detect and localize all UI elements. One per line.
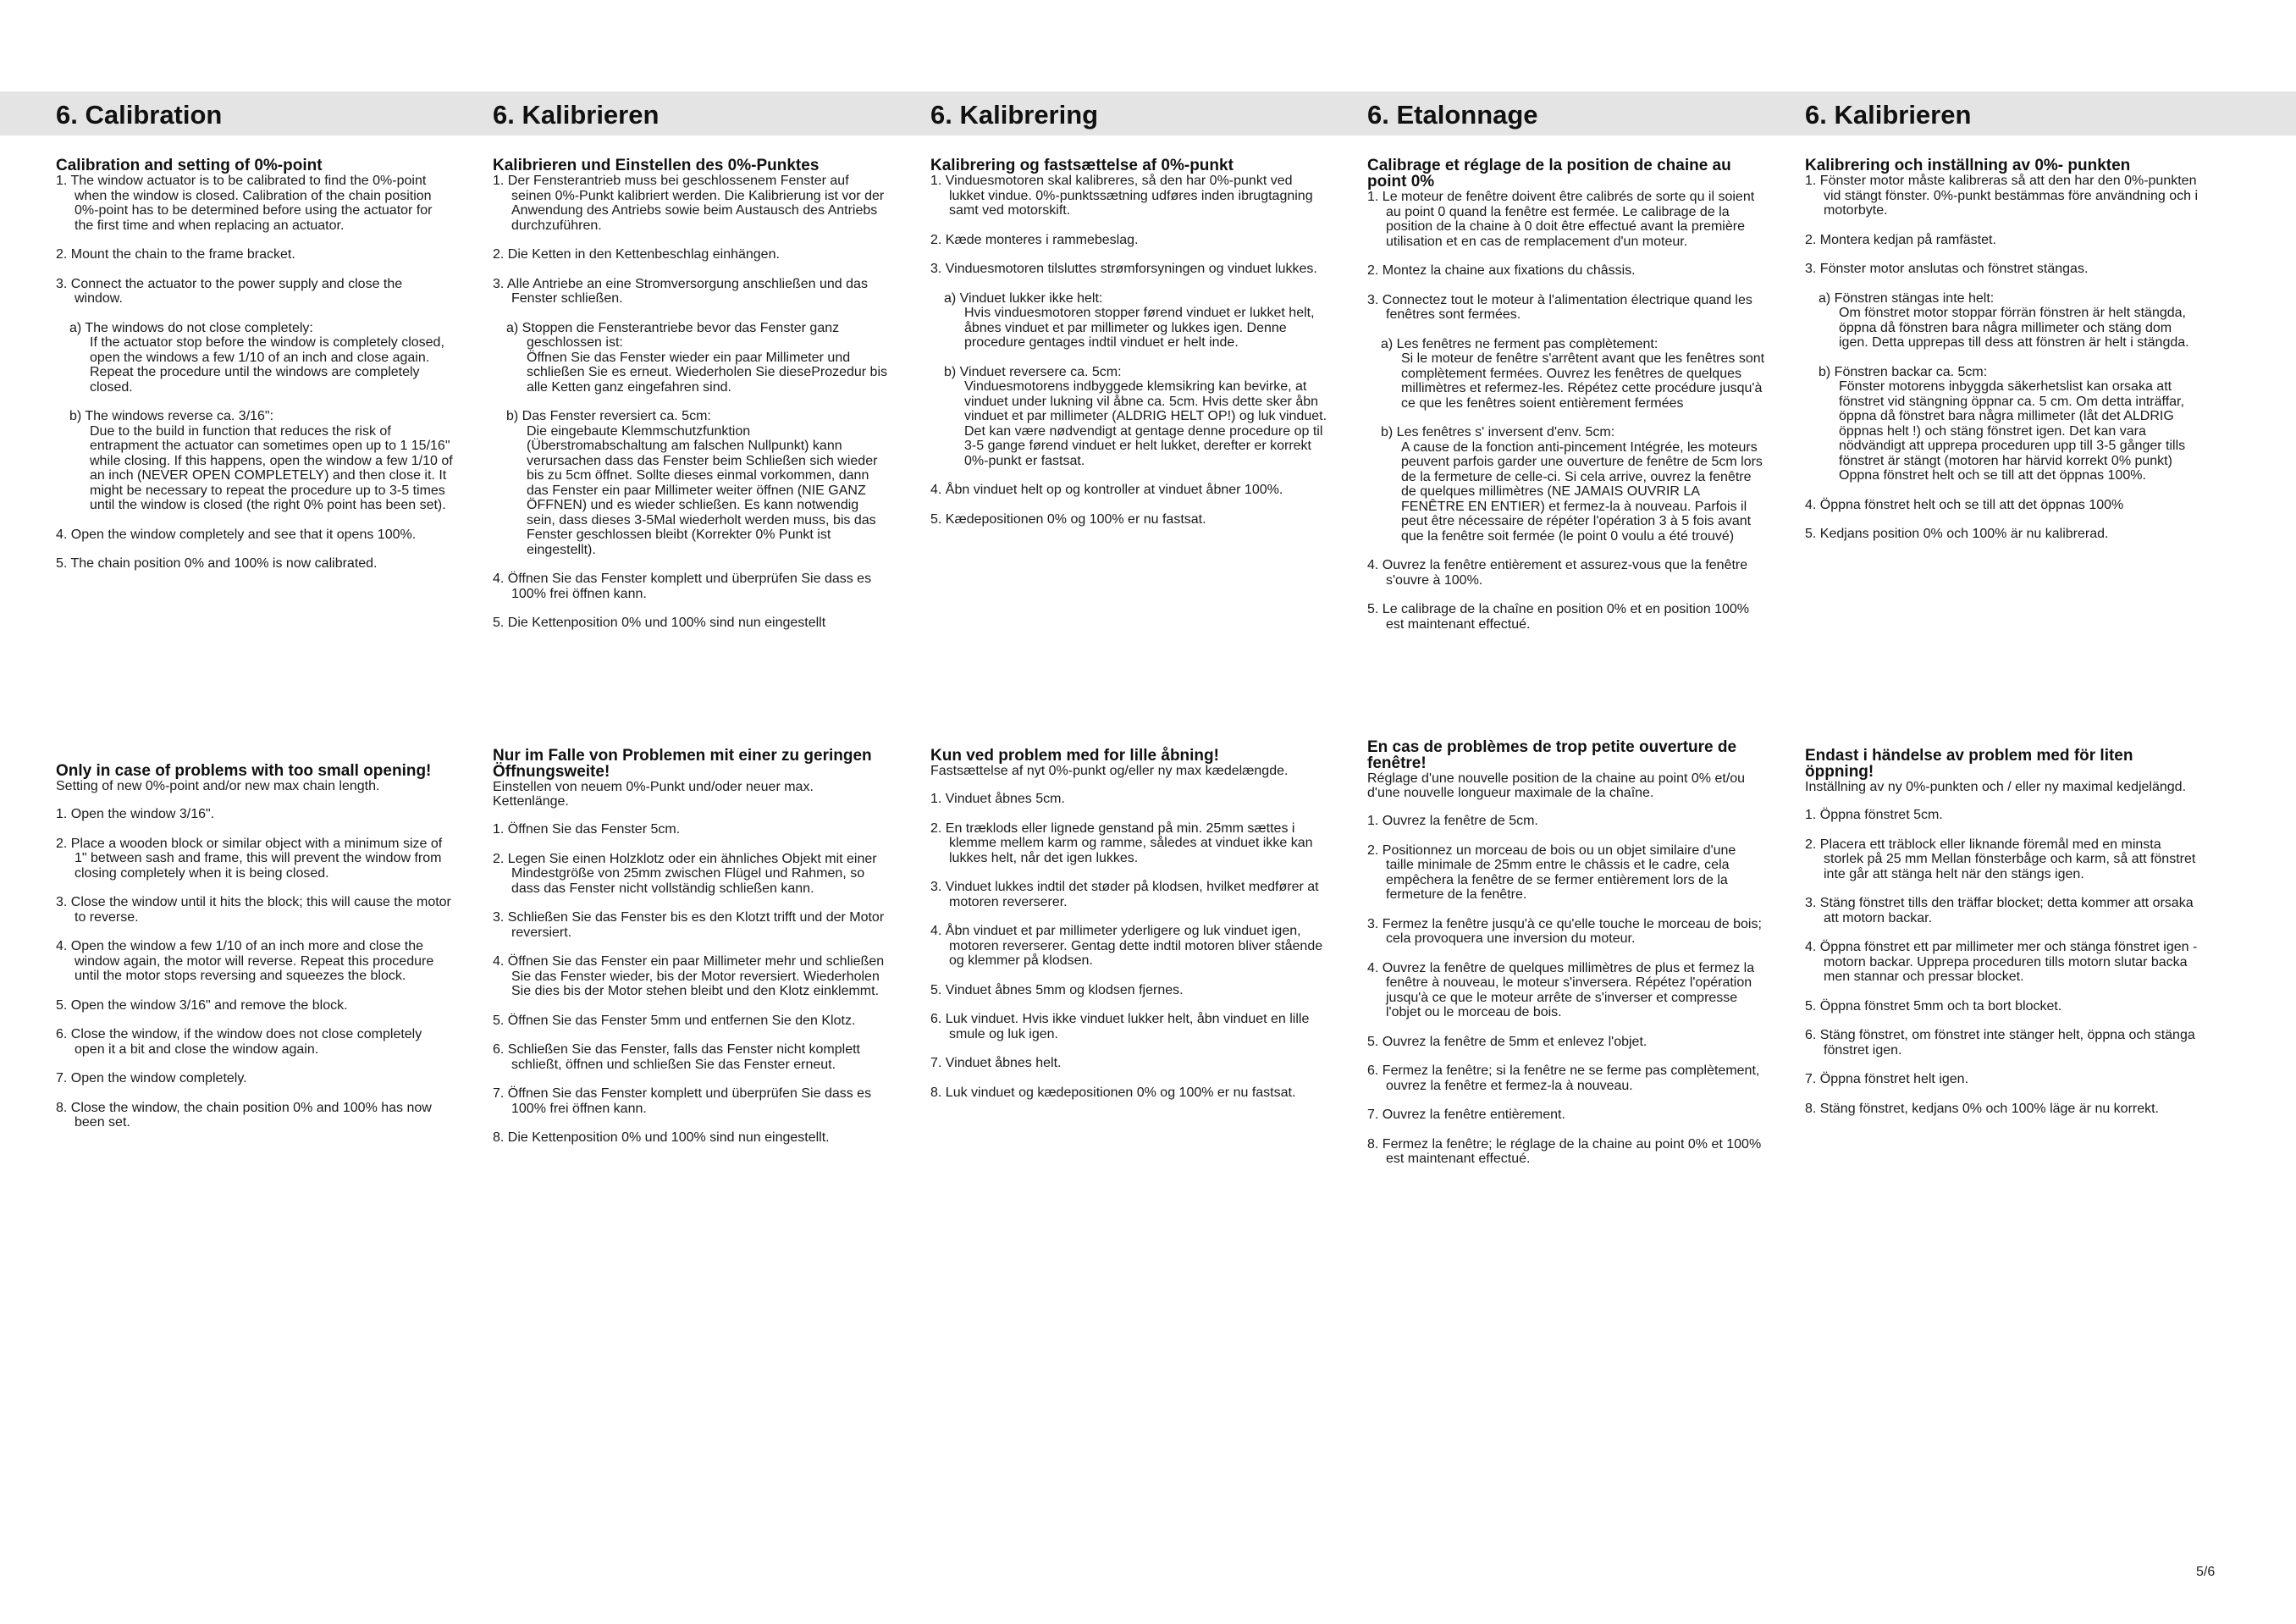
sub-a <box>930 291 1328 351</box>
step-8: 8. Fermez la fenêtre; le réglage de la chaine au point 0% et 100% est maintenant effectué. <box>1367 1136 1762 1166</box>
step-1: 1. The window actuator is to be calibrated to find the 0%-point when the window is closed. Calibration of the chain position 0%-point has to be determined before using the actuator for the first time and when replacing an actuator. <box>56 174 433 233</box>
section-subheading: Inställning av ny 0%-punkten och / eller ny maximal kedjelängd. <box>1805 780 2187 794</box>
step-3: 3. Fönster motor anslutas och fönstret stängas. <box>1805 262 2089 276</box>
column-title: 6. Kalibrieren <box>1805 100 1972 130</box>
column-title: 6. Etalonnage <box>1367 100 1538 130</box>
step-2: 2. Die Ketten in den Kettenbeschlag einhängen. <box>493 247 780 262</box>
step-5: 5. Öffnen Sie das Fenster 5mm und entfernen Sie den Klotz. <box>493 1013 856 1028</box>
section-heading: Kalibrering och inställning av 0%- punkten <box>1805 157 2131 174</box>
step-8: 8. Die Kettenposition 0% und 100% sind nun eingestellt. <box>493 1130 830 1145</box>
step-1: 1. Vinduesmotoren skal kalibreres, så den har 0%-punkt ved lukket vindue. 0%-punktssætning udføres inden ibrugtagning samt ved motorskift. <box>930 174 1313 218</box>
section-heading: En cas de problèmes de trop petite ouverture de fenêtre! <box>1367 738 1737 772</box>
step-4: 4. Open the window completely and see that it opens 100%. <box>56 527 417 542</box>
section-subheading: Setting of new 0%-point and/or new max chain length. <box>56 779 380 793</box>
problems-section <box>56 763 454 1145</box>
sub-b <box>1805 365 2203 483</box>
problems-section <box>1805 748 2203 1130</box>
step-2: 2. En træklods eller lignede genstand på min. 25mm sættes i klemme mellem karm og ramme, således at vinduet ikke kan lukkes helt, når det igen lukkes. <box>930 820 1313 865</box>
sub-a-body: If the actuator stop before the window is completely closed, open the windows a few 1/10 of an inch and close again. Repeat the procedure until the windows are completely closed. <box>90 335 444 395</box>
step-6: 6. Schließen Sie das Fenster, falls das Fenster nicht komplett schließt, öffnen und schließen Sie das Fenster erneut. <box>493 1042 860 1072</box>
step-3: 3. Connectez tout le moteur à l'alimentation électrique quand les fenêtres sont fermées. <box>1367 292 1752 322</box>
section-heading: Nur im Falle von Problemen mit einer zu geringen Öffnungsweite! <box>493 747 872 781</box>
sub-b-title: b) Vinduet reversere ca. 5cm: <box>944 364 1122 379</box>
calibration-section <box>493 157 891 645</box>
section-heading: Calibration and setting of 0%-point <box>56 157 323 174</box>
column-english <box>56 91 454 1130</box>
step-6: 6. Fermez la fenêtre; si la fenêtre ne se ferme pas complètement, ouvrez la fenêtre et fermez-la à nouveau. <box>1367 1063 1760 1093</box>
step-7: 7. Open the window completely. <box>56 1071 247 1085</box>
sub-b <box>56 409 454 513</box>
step-2: 2. Positionnez un morceau de bois ou un objet similaire d'une taille minimale de 25mm entre le châssis et le cadre, cela empêchera la fenêtre de se fermer entièrement lors de la fermeture de la fenêtre. <box>1367 842 1736 902</box>
sub-a <box>56 321 454 395</box>
step-2: 2. Placera ett träblock eller liknande föremål med en minsta storlek på 25 mm Mellan fönsterbåge och karm, så att fönstret inte går att stänga helt när den stängs igen. <box>1805 837 2196 881</box>
step-2: 2. Montez la chaine aux fixations du châssis. <box>1367 263 1636 278</box>
sub-a-title: a) Fönstren stängas inte helt: <box>1819 290 1995 306</box>
section-heading: Calibrage et réglage de la position de chaine au point 0% <box>1367 157 1731 191</box>
column-swedish <box>1805 91 2203 1116</box>
step-7: 7. Öppna fönstret helt igen. <box>1805 1072 1969 1086</box>
sub-b-title: b) Fönstren backar ca. 5cm: <box>1819 364 1988 379</box>
step-6: 6. Luk vinduet. Hvis ikke vinduet lukker helt, åbn vinduet en lille smule og luk igen. <box>930 1012 1310 1041</box>
step-2: 2. Legen Sie einen Holzklotz oder ein ähnliches Objekt mit einer Mindestgröße von 25mm zwischen Flügel und Rahmen, so dass das Fenster nicht vollständig schließen kann. <box>493 851 877 896</box>
step-3: 3. Connect the actuator to the power supply and close the window. <box>56 276 403 306</box>
step-5: 5. Ouvrez la fenêtre de 5mm et enlevez l'objet. <box>1367 1034 1647 1049</box>
section-subheading: Einstellen von neuem 0%-Punkt und/oder neuer max. Kettenlänge. <box>493 780 814 809</box>
step-6: 6. Stäng fönstret, om fönstret inte stänger helt, öppna och stänga fönstret igen. <box>1805 1028 2195 1058</box>
sub-a-title: a) Les fenêtres ne ferment pas complètement: <box>1381 336 1659 351</box>
problems-section <box>1367 739 1765 1181</box>
sub-a <box>493 321 891 395</box>
calibration-section <box>1367 157 1765 646</box>
step-1: 1. Öppna fönstret 5cm. <box>1805 808 1943 822</box>
step-2: 2. Kæde monteres i rammebeslag. <box>930 232 1139 247</box>
step-3: 3. Vinduesmotoren tilsluttes strømforsyningen og vinduet lukkes. <box>930 262 1317 276</box>
section-heading: Kalibrering og fastsættelse af 0%-punkt <box>930 157 1234 174</box>
step-5: 5. Kædepositionen 0% og 100% er nu fastsat. <box>930 511 1206 527</box>
step-5: 5. The chain position 0% and 100% is now calibrated. <box>56 556 378 571</box>
column-title: 6. Kalibrieren <box>493 100 660 130</box>
step-8: 8. Close the window, the chain position 0% and 100% has now been set. <box>56 1100 432 1130</box>
step-5: 5. Vinduet åbnes 5mm og klodsen fjernes. <box>930 982 1184 997</box>
section-heading: Kun ved problem med for lille åbning! <box>930 747 1219 765</box>
step-3: 3. Vinduet lukkes indtil det støder på klodsen, hvilket medfører at motoren reverserer. <box>930 880 1319 909</box>
sub-b <box>1367 425 1765 544</box>
step-4: 4. Öffnen Sie das Fenster komplett und überprüfen Sie dass es 100% frei öffnen kann. <box>493 572 872 601</box>
sub-b-title: b) Das Fenster reversiert ca. 5cm: <box>506 409 711 423</box>
sub-b-title: b) The windows reverse ca. 3/16": <box>69 409 274 423</box>
sub-a-title: a) The windows do not close completely: <box>69 320 313 335</box>
sub-b <box>930 365 1328 469</box>
column-danish <box>930 91 1328 1100</box>
step-1: 1. Vinduet åbnes 5cm. <box>930 792 1065 806</box>
page-number: 5/6 <box>2196 1565 2216 1579</box>
step-7: 7. Ouvrez la fenêtre entièrement. <box>1367 1108 1565 1122</box>
step-5: 5. Le calibrage de la chaîne en position 0% et en position 100% est maintenant effectué. <box>1367 602 1749 632</box>
step-3: 3. Stäng fönstret tills den träffar blocket; detta kommer att orsaka att motorn backar. <box>1805 896 2194 925</box>
problems-section <box>493 748 891 1160</box>
step-1: 1. Ouvrez la fenêtre de 5cm. <box>1367 814 1538 828</box>
section-heading: Kalibrieren und Einstellen des 0%-Punktes <box>493 157 820 174</box>
sub-b-body: Vinduesmotorens indbyggede klemsikring kan bevirke, at vinduet under lukning vil åbne ca. 5cm. Hvis dette sker åbn vinduet et par millimeter (ALDRIG HELT OP!) og luk vinduet. Det kan være nødvendigt at gentage denne procedure op til 3-5 gange førend vinduet er helt lukket, derefter er korrekt 0%-punkt er fastsat. <box>964 379 1327 468</box>
step-7: 7. Öffnen Sie das Fenster komplett und überprüfen Sie dass es 100% frei öffnen kann. <box>493 1086 872 1116</box>
step-1: 1. Fönster motor måste kalibreras så att den har den 0%-punkten vid stängt fönster. 0%-punkt bestämmas före användning och i motorbyte. <box>1805 174 2199 218</box>
sub-a <box>1367 337 1765 412</box>
step-2: 2. Montera kedjan på ramfästet. <box>1805 232 1996 247</box>
step-3: 3. Fermez la fenêtre jusqu'à ce qu'elle touche le morceau de bois; cela provoquera une inversion du moteur. <box>1367 916 1762 946</box>
sub-a <box>1805 291 2203 351</box>
step-1: 1. Le moteur de fenêtre doivent être calibrés de sorte qu il soient au point 0 quand la fenêtre est fermée. Le calibrage de la position de la chaine à 0 doit être effectué avant la première utilisation et en cas de remplacement d'un moteur. <box>1367 190 1755 249</box>
section-heading: Endast i händelse av problem med för liten öppning! <box>1805 747 2133 781</box>
step-4: 4. Åbn vinduet helt op og kontroller at vinduet åbner 100%. <box>930 483 1283 497</box>
section-heading: Only in case of problems with too small opening! <box>56 762 432 780</box>
sub-a-body: Om fönstret motor stoppar förrän fönstren är helt stängda, öppna då fönstren bara några millimeter och stäng dom igen. Detta upprepas till dess att fönstren är helt i stängda. <box>1839 306 2189 350</box>
step-1: 1. Open the window 3/16". <box>56 807 215 821</box>
step-4: 4. Ouvrez la fenêtre entièrement et assurez-vous que la fenêtre s'ouvre à 100%. <box>1367 558 1748 588</box>
step-5: 5. Öppna fönstret 5mm och ta bort blocket. <box>1805 998 2062 1014</box>
problems-section <box>930 748 1328 1114</box>
calibration-section <box>56 157 454 586</box>
step-3: 3. Schließen Sie das Fenster bis es den Klotzt trifft und der Motor reversiert. <box>493 910 885 940</box>
step-3: 3. Alle Antriebe an eine Stromversorgung anschließen und das Fenster schließen. <box>493 276 868 306</box>
step-7: 7. Vinduet åbnes helt. <box>930 1056 1062 1070</box>
sub-a-title: a) Stoppen die Fensterantriebe bevor das Fenster ganz geschlossen ist: <box>506 320 840 350</box>
section-subheading: Réglage d'une nouvelle position de la chaine au point 0% et/ou d'une nouvelle longueur maximale de la chaîne. <box>1367 771 1746 800</box>
step-4: 4. Öppna fönstret helt och se till att det öppnas 100% <box>1805 497 2124 512</box>
step-8: 8. Luk vinduet og kædepositionen 0% og 100% er nu fastsat. <box>930 1085 1296 1100</box>
sub-b-body: Fönster motorens inbyggda säkerhetslist kan orsaka att fönstret vid stängning öppnar ca. 5 cm. Om detta inträffar, öppna då fönstret bara några millimeter (låt det ALDRIG öppnas helt !) och stäng fönstret igen. Det kan vara nödvändigt att upprepa proceduren upp till 3-5 gånger tills fönstret är stängt (motoren har härvid korrekt 0% punkt) Oppna fönstret helt och se till att det öppnas 100%. <box>1839 379 2186 483</box>
sub-a-body: Öffnen Sie das Fenster wieder ein paar Millimeter und schließen Sie es erneut. Wiederholen Sie dieseProzedur bis alle Ketten ganz eingefahren sind. <box>527 350 888 395</box>
column-german <box>493 91 891 1145</box>
step-4: 4. Åbn vinduet et par millimeter yderligere og luk vinduet igen, motoren reverserer. Gentag dette indtil motoren bliver stående og klemmer på klodsen. <box>930 924 1323 968</box>
sub-b-body: Due to the build in function that reduces the risk of entrapment the actuator can sometimes open up to 1 15/16" while closing. If this happens, open the window a few 1/10 of an inch (NEVER OPEN COMPLETELY) and then close it. It might be necessary to repeat the procedure up to 3-5 times until the window is closed (the right 0% point has been set). <box>90 423 453 512</box>
calibration-section <box>930 157 1328 541</box>
sub-b <box>493 409 891 557</box>
step-1: 1. Öffnen Sie das Fenster 5cm. <box>493 822 681 837</box>
step-4: 4. Ouvrez la fenêtre de quelques millimètres de plus et fermez la fenêtre à nouveau, le moteur s'inversera. Répétez l'opération jusqu'à ce que le moteur arrête de s'inverser et compresse l'objet ou le morceau de bois. <box>1367 960 1755 1019</box>
sub-b-body: Die eingebaute Klemmschutzfunktion (Überstromabschaltung am falschen Nullpunkt) kann verursachen dass das Fenster beim Schließen sich wieder bis zu 5cm öffnet. Sollte dieses einmal vorkommen, dann das Fenster ein paar Millimeter weiter öffnen (NIE GANZ ÖFFNEN) und es wieder schließen. Es kann notwendig sein, dass dieses 3-5Mal wiederholt werden muss, bis das Fenster geschlossen bleibt (Korrekter 0% Punkt ist eingestellt). <box>527 423 878 557</box>
sub-a-body: Si le moteur de fenêtre s'arrêtent avant que les fenêtres sont complètement fermées. Ouvrez les fenêtres de quelques millimètres et refermez-les. Répétez cette procédure jusqu'à ce que les fenêtres soient entièrement fermées <box>1401 351 1765 411</box>
step-5: 5. Open the window 3/16" and remove the block. <box>56 997 348 1013</box>
step-4: 4. Open the window a few 1/10 of an inch more and close the window again, the motor will reverse. Repeat this procedure until the motor stops reversing and squeezes the block. <box>56 939 434 983</box>
section-subheading: Fastsættelse af nyt 0%-punkt og/eller ny max kædelængde. <box>930 764 1289 778</box>
step-2: 2. Place a wooden block or similar object with a minimum size of 1" between sash and frame, this will prevent the window from closing completely when it is being closed. <box>56 836 443 881</box>
step-4: 4. Öffnen Sie das Fenster ein paar Millimeter mehr und schließen Sie das Fenster wieder, bis der Motor reversiert. Wiederholen Sie dies bis der Motor stehen bleibt und den Klotz einklemmt. <box>493 954 885 998</box>
step-5: 5. Die Kettenposition 0% und 100% sind nun eingestellt <box>493 616 826 630</box>
sub-b-body: A cause de la fonction anti-pincement Intégrée, les moteurs peuvent parfois garder une ouverture de fenêtre de 5cm lors de la fermeture de celle-ci. Si cela arrive, ouvrez la fenêtre de quelques millimètres (NE JAMAIS OUVRIR LA FENÊTRE EN ENTIER) et fermez-la à nouveau. Parfois il peut être nécessaire de répéter l'opération 3 à 5 fois avant que la fenêtre soit fermée (le point 0 voulu a été trouvé) <box>1401 439 1763 544</box>
step-3: 3. Close the window until it hits the block; this will cause the motor to reverse. <box>56 895 451 925</box>
step-2: 2. Mount the chain to the frame bracket. <box>56 247 295 262</box>
column-french <box>1367 91 1765 1166</box>
step-1: 1. Der Fensterantrieb muss bei geschlossenem Fenster auf seinen 0%-Punkt kalibriert werden. Die Kalibrierung ist vor der Anwendung des Antriebs sowie beim Austausch des Antriebs durchzuführen. <box>493 174 885 233</box>
step-4: 4. Öppna fönstret ett par millimeter mer och stänga fönstret igen - motorn backar. Upprepa proceduren tills motorn slutar backa men stannar och pressar blocket. <box>1805 940 2198 984</box>
sub-b-title: b) Les fenêtres s' inversent d'env. 5cm: <box>1381 425 1615 439</box>
step-6: 6. Close the window, if the window does not close completely open it a bit and close the window again. <box>56 1027 422 1057</box>
step-5: 5. Kedjans position 0% och 100% är nu kalibrerad. <box>1805 527 2109 541</box>
column-title: 6. Calibration <box>56 100 223 130</box>
sub-a-body: Hvis vinduesmotoren stopper førend vinduet er lukket helt, åbnes vinduet et par millimeter og lukkes igen. Denne procedure gentages indtil vinduet er helt inde. <box>964 306 1315 350</box>
calibration-section <box>1805 157 2203 556</box>
sub-a-title: a) Vinduet lukker ikke helt: <box>944 290 1103 306</box>
column-title: 6. Kalibrering <box>930 100 1099 130</box>
step-8: 8. Stäng fönstret, kedjans 0% och 100% läge är nu korrekt. <box>1805 1101 2160 1116</box>
